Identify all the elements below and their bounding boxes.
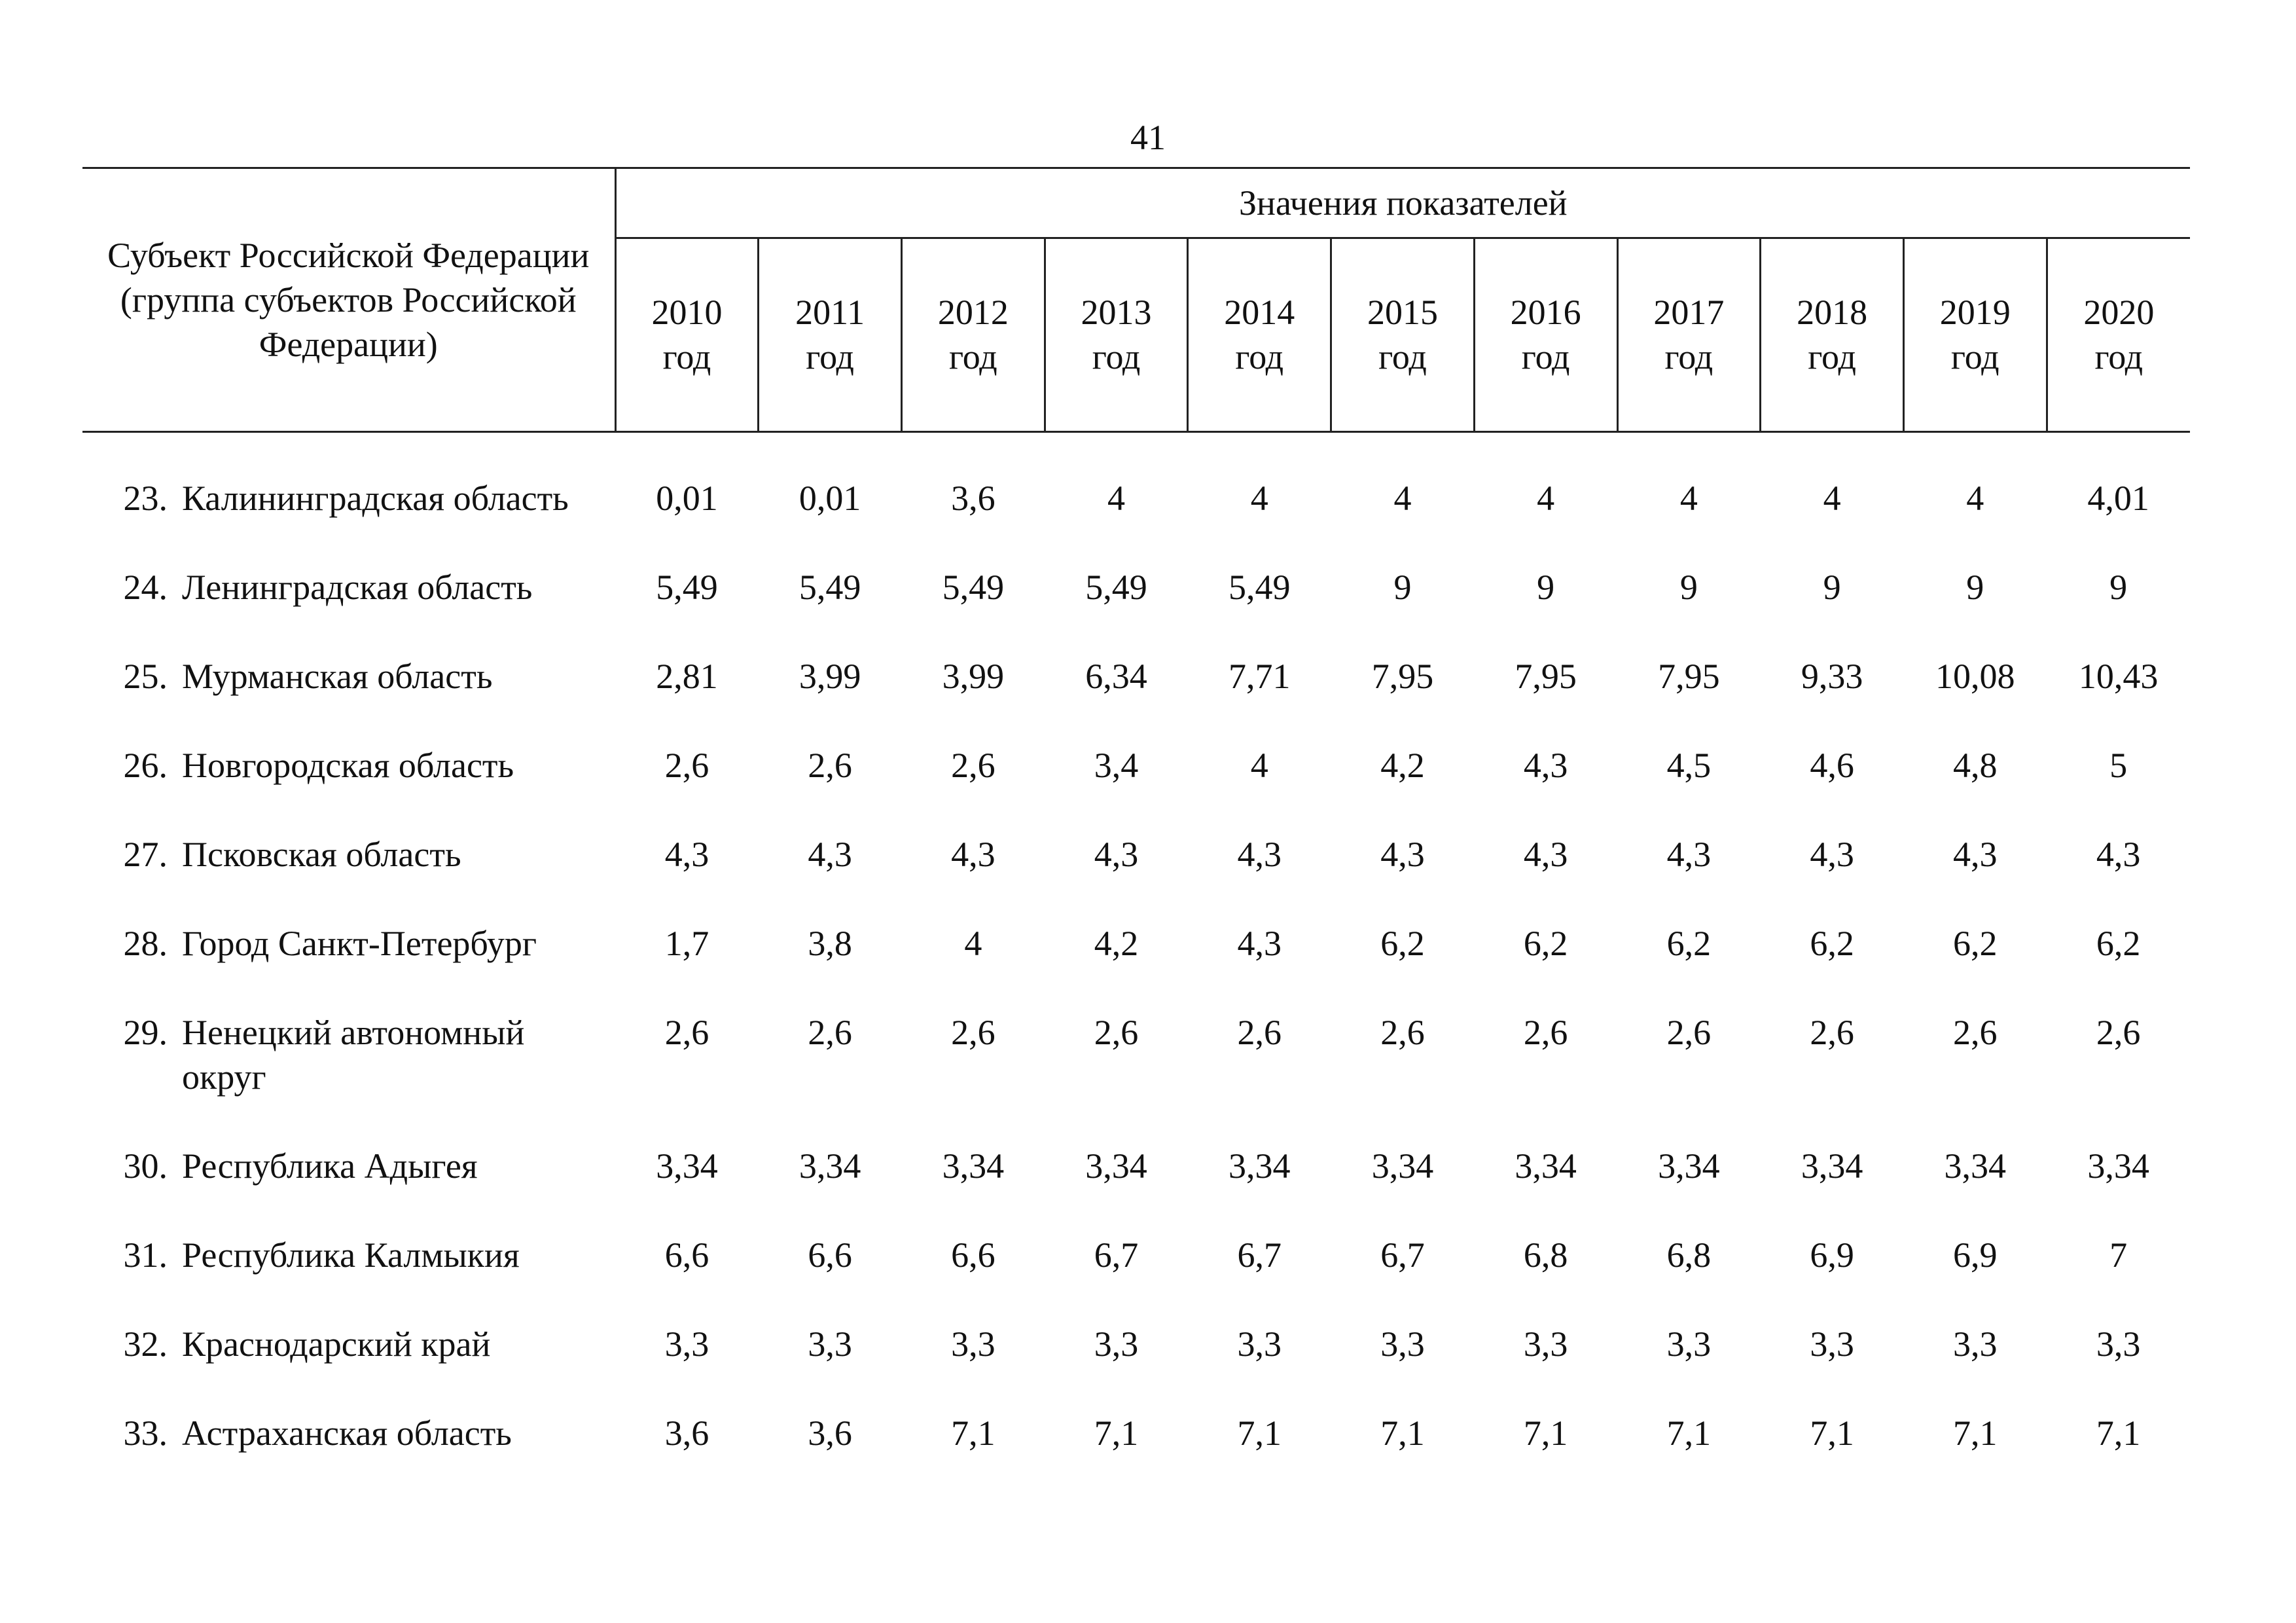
value-cell: 5,49 bbox=[1229, 568, 1291, 607]
subject-cell bbox=[82, 921, 615, 1010]
year-label: 2012 bbox=[937, 293, 1009, 333]
value-cell: 6,2 bbox=[1523, 924, 1568, 963]
subject-cell bbox=[82, 654, 615, 743]
table-header bbox=[82, 168, 2190, 432]
value-cell: 4 bbox=[1679, 479, 1698, 518]
value-cell: 7,95 bbox=[1515, 657, 1577, 696]
year-label: 2013 bbox=[1081, 293, 1152, 333]
indicators-table bbox=[82, 167, 2190, 1500]
value-cell: 3,34 bbox=[1801, 1146, 1863, 1186]
value-cell: 3,34 bbox=[1658, 1146, 1720, 1186]
value-cell: 3,3 bbox=[1666, 1324, 1712, 1364]
value-cell: 4,3 bbox=[1666, 835, 1712, 874]
year-header-2017 bbox=[1617, 238, 1761, 431]
value-cell: 2,6 bbox=[1380, 1013, 1425, 1052]
value-cell: 5,49 bbox=[798, 568, 861, 607]
value-cell: 7,1 bbox=[1523, 1413, 1568, 1453]
value-cell: 6,8 bbox=[1523, 1235, 1568, 1275]
value-cell: 3,4 bbox=[1094, 746, 1139, 785]
subject-name: Астраханская область bbox=[182, 1413, 512, 1453]
value-cell: 3,3 bbox=[1523, 1324, 1568, 1364]
subject-name: Ленинградская область bbox=[182, 568, 533, 607]
value-cell: 5 bbox=[2109, 746, 2128, 785]
value-cell: 7,1 bbox=[1237, 1413, 1282, 1453]
year-unit: год bbox=[1378, 337, 1427, 377]
subject-cell bbox=[82, 832, 615, 921]
value-cell: 4,8 bbox=[1953, 746, 1998, 785]
value-cell: 3,6 bbox=[664, 1413, 709, 1453]
year-unit: год bbox=[1235, 337, 1284, 377]
value-cell: 5,49 bbox=[942, 568, 1005, 607]
value-cell: 3,34 bbox=[798, 1146, 861, 1186]
value-cell: 4,3 bbox=[1523, 746, 1568, 785]
table-row bbox=[82, 565, 2190, 654]
table-row bbox=[82, 1322, 2190, 1411]
value-cell: 7,1 bbox=[1953, 1413, 1998, 1453]
row-number: 29. bbox=[123, 1013, 168, 1052]
value-cell: 3,6 bbox=[951, 479, 996, 518]
value-cell: 2,6 bbox=[1523, 1013, 1568, 1052]
value-cell: 2,6 bbox=[1237, 1013, 1282, 1052]
year-unit: год bbox=[1950, 337, 2000, 377]
value-cell: 3,3 bbox=[1380, 1324, 1425, 1364]
value-cell: 4 bbox=[964, 924, 982, 963]
value-cell: 4 bbox=[1393, 479, 1412, 518]
value-cell: 1,7 bbox=[664, 924, 709, 963]
value-cell: 3,3 bbox=[664, 1324, 709, 1364]
value-cell: 7,95 bbox=[1371, 657, 1434, 696]
value-cell: 4 bbox=[1537, 479, 1555, 518]
value-cell: 2,6 bbox=[664, 1013, 709, 1052]
year-label: 2011 bbox=[795, 293, 865, 333]
subject-name: Город Санкт-Петербург bbox=[182, 924, 537, 963]
value-cell: 3,99 bbox=[942, 657, 1005, 696]
year-header-2013 bbox=[1045, 238, 1188, 431]
value-cell: 3,34 bbox=[942, 1146, 1005, 1186]
value-cell: 6,7 bbox=[1094, 1235, 1139, 1275]
year-header-2010 bbox=[615, 238, 759, 431]
year-header-2012 bbox=[902, 238, 1045, 431]
value-cell: 3,99 bbox=[798, 657, 861, 696]
year-label: 2015 bbox=[1367, 293, 1438, 333]
value-cell: 3,3 bbox=[1810, 1324, 1854, 1364]
value-cell: 6,2 bbox=[1666, 924, 1712, 963]
value-cell: 3,3 bbox=[1237, 1324, 1282, 1364]
subject-name: Ненецкий автономный округ bbox=[182, 1013, 525, 1097]
page-number: 41 bbox=[1130, 118, 1166, 157]
year-header-2011 bbox=[759, 238, 902, 431]
value-cell: 9,33 bbox=[1801, 657, 1863, 696]
value-cell: 4,3 bbox=[1953, 835, 1998, 874]
value-cell: 4,2 bbox=[1380, 746, 1425, 785]
subject-cell bbox=[82, 432, 615, 566]
row-number: 30. bbox=[123, 1146, 168, 1186]
value-cell: 3,6 bbox=[808, 1413, 852, 1453]
value-cell: 4,3 bbox=[1380, 835, 1425, 874]
value-cell: 2,81 bbox=[656, 657, 718, 696]
row-number: 33. bbox=[123, 1413, 168, 1453]
value-cell: 7,1 bbox=[1810, 1413, 1854, 1453]
values-group-header: Значения показателей bbox=[615, 168, 2190, 238]
value-cell: 4,5 bbox=[1666, 746, 1712, 785]
value-cell: 4,3 bbox=[1810, 835, 1854, 874]
value-cell: 2,6 bbox=[1810, 1013, 1854, 1052]
subject-name: Краснодарский край bbox=[182, 1324, 491, 1364]
year-label: 2020 bbox=[2083, 293, 2155, 333]
value-cell: 4,3 bbox=[664, 835, 709, 874]
value-cell: 10,43 bbox=[2078, 657, 2159, 696]
subject-name: Новгородская область bbox=[182, 746, 514, 785]
value-cell: 2,6 bbox=[951, 746, 996, 785]
row-number: 32. bbox=[123, 1324, 168, 1364]
value-cell: 4,01 bbox=[2087, 479, 2149, 518]
value-cell: 7 bbox=[2109, 1235, 2128, 1275]
table-row bbox=[82, 921, 2190, 1010]
value-cell: 6,9 bbox=[1953, 1235, 1998, 1275]
table-row bbox=[82, 832, 2190, 921]
value-cell: 4,3 bbox=[808, 835, 852, 874]
value-cell: 0,01 bbox=[656, 479, 718, 518]
value-cell: 6,9 bbox=[1810, 1235, 1854, 1275]
year-unit: год bbox=[1664, 337, 1713, 377]
year-unit: год bbox=[1521, 337, 1570, 377]
year-unit: год bbox=[662, 337, 711, 377]
year-header-2015 bbox=[1331, 238, 1475, 431]
value-cell: 6,34 bbox=[1085, 657, 1147, 696]
row-number: 26. bbox=[123, 746, 168, 785]
subject-cell bbox=[82, 1233, 615, 1322]
value-cell: 4 bbox=[1250, 746, 1268, 785]
row-number: 25. bbox=[123, 657, 168, 696]
year-label: 2017 bbox=[1653, 293, 1725, 333]
value-cell: 4,6 bbox=[1810, 746, 1854, 785]
value-cell: 3,34 bbox=[1944, 1146, 2007, 1186]
value-cell: 4 bbox=[1250, 479, 1268, 518]
value-cell: 6,6 bbox=[808, 1235, 852, 1275]
table-row bbox=[82, 654, 2190, 743]
value-cell: 4,2 bbox=[1094, 924, 1139, 963]
value-cell: 6,2 bbox=[1380, 924, 1425, 963]
value-cell: 3,34 bbox=[1515, 1146, 1577, 1186]
year-unit: год bbox=[2094, 337, 2144, 377]
year-label: 2014 bbox=[1224, 293, 1295, 333]
value-cell: 9 bbox=[1537, 568, 1555, 607]
value-cell: 6,6 bbox=[664, 1235, 709, 1275]
value-cell: 6,7 bbox=[1237, 1235, 1282, 1275]
value-cell: 6,2 bbox=[2096, 924, 2141, 963]
value-cell: 9 bbox=[1966, 568, 1984, 607]
table-body bbox=[82, 432, 2190, 1501]
value-cell: 3,34 bbox=[2087, 1146, 2149, 1186]
year-label: 2010 bbox=[651, 293, 723, 333]
year-header-2019 bbox=[1903, 238, 2047, 431]
subject-cell bbox=[82, 743, 615, 832]
value-cell: 3,3 bbox=[1094, 1324, 1139, 1364]
subject-name: Мурманская область bbox=[182, 657, 493, 696]
value-cell: 4,3 bbox=[1237, 835, 1282, 874]
subject-cell bbox=[82, 1144, 615, 1233]
value-cell: 9 bbox=[2109, 568, 2128, 607]
year-label: 2019 bbox=[1939, 293, 2011, 333]
value-cell: 3,34 bbox=[1085, 1146, 1147, 1186]
subject-name: Калининградская область bbox=[182, 479, 569, 518]
value-cell: 4 bbox=[1823, 479, 1841, 518]
value-cell: 4 bbox=[1107, 479, 1126, 518]
value-cell: 2,6 bbox=[1953, 1013, 1998, 1052]
value-cell: 2,6 bbox=[1666, 1013, 1712, 1052]
table-row bbox=[82, 1144, 2190, 1233]
value-cell: 5,49 bbox=[1085, 568, 1147, 607]
year-unit: год bbox=[1808, 337, 1856, 377]
value-cell: 4,3 bbox=[1523, 835, 1568, 874]
value-cell: 2,6 bbox=[2096, 1013, 2141, 1052]
row-number: 23. bbox=[123, 479, 168, 518]
value-cell: 3,3 bbox=[808, 1324, 852, 1364]
value-cell: 2,6 bbox=[808, 746, 852, 785]
value-cell: 5,49 bbox=[656, 568, 718, 607]
value-cell: 0,01 bbox=[798, 479, 861, 518]
value-cell: 3,34 bbox=[656, 1146, 718, 1186]
value-cell: 3,3 bbox=[2096, 1324, 2141, 1364]
year-header-2020 bbox=[2047, 238, 2190, 431]
value-cell: 7,1 bbox=[951, 1413, 996, 1453]
value-cell: 7,95 bbox=[1658, 657, 1720, 696]
table-row bbox=[82, 1233, 2190, 1322]
value-cell: 3,34 bbox=[1229, 1146, 1291, 1186]
value-cell: 6,6 bbox=[951, 1235, 996, 1275]
year-unit: год bbox=[948, 337, 997, 377]
year-header-2016 bbox=[1474, 238, 1617, 431]
value-cell: 7,71 bbox=[1229, 657, 1291, 696]
row-number: 28. bbox=[123, 924, 168, 963]
year-header-2014 bbox=[1188, 238, 1331, 431]
value-cell: 9 bbox=[1679, 568, 1698, 607]
row-number: 31. bbox=[123, 1235, 168, 1275]
subject-cell bbox=[82, 1411, 615, 1500]
value-cell: 3,34 bbox=[1371, 1146, 1434, 1186]
value-cell: 2,6 bbox=[808, 1013, 852, 1052]
year-label: 2018 bbox=[1797, 293, 1868, 333]
value-cell: 3,3 bbox=[951, 1324, 996, 1364]
year-unit: год bbox=[806, 337, 855, 377]
value-cell: 3,3 bbox=[1953, 1324, 1998, 1364]
row-number: 24. bbox=[123, 568, 168, 607]
subject-name: Псковская область bbox=[182, 835, 461, 874]
year-header-2018 bbox=[1761, 238, 1904, 431]
year-unit: год bbox=[1092, 337, 1141, 377]
subject-name: Республика Адыгея bbox=[182, 1146, 478, 1186]
subject-cell bbox=[82, 565, 615, 654]
year-label: 2016 bbox=[1510, 293, 1581, 333]
value-cell: 6,2 bbox=[1953, 924, 1998, 963]
value-cell: 4,3 bbox=[1094, 835, 1139, 874]
value-cell: 2,6 bbox=[1094, 1013, 1139, 1052]
value-cell: 2,6 bbox=[951, 1013, 996, 1052]
value-cell: 3,8 bbox=[808, 924, 852, 963]
table-row bbox=[82, 432, 2190, 566]
value-cell: 4,3 bbox=[951, 835, 996, 874]
row-number: 27. bbox=[123, 835, 168, 874]
table-row bbox=[82, 1411, 2190, 1500]
subject-cell bbox=[82, 1010, 615, 1144]
subject-cell bbox=[82, 1322, 615, 1411]
value-cell: 6,8 bbox=[1666, 1235, 1712, 1275]
value-cell: 4 bbox=[1966, 479, 1984, 518]
table-row bbox=[82, 1010, 2190, 1144]
value-cell: 7,1 bbox=[1094, 1413, 1139, 1453]
value-cell: 6,2 bbox=[1810, 924, 1854, 963]
value-cell: 9 bbox=[1393, 568, 1412, 607]
table-row bbox=[82, 743, 2190, 832]
subject-column-header: Субъект Российской Федерации (группа субъектов Российской Федерации) bbox=[82, 168, 615, 432]
value-cell: 4,3 bbox=[2096, 835, 2141, 874]
value-cell: 4,3 bbox=[1237, 924, 1282, 963]
subject-name: Республика Калмыкия bbox=[182, 1235, 520, 1275]
value-cell: 2,6 bbox=[664, 746, 709, 785]
value-cell: 10,08 bbox=[1935, 657, 2015, 696]
value-cell: 7,1 bbox=[2096, 1413, 2141, 1453]
value-cell: 7,1 bbox=[1666, 1413, 1712, 1453]
value-cell: 9 bbox=[1823, 568, 1841, 607]
value-cell: 7,1 bbox=[1380, 1413, 1425, 1453]
value-cell: 6,7 bbox=[1380, 1235, 1425, 1275]
